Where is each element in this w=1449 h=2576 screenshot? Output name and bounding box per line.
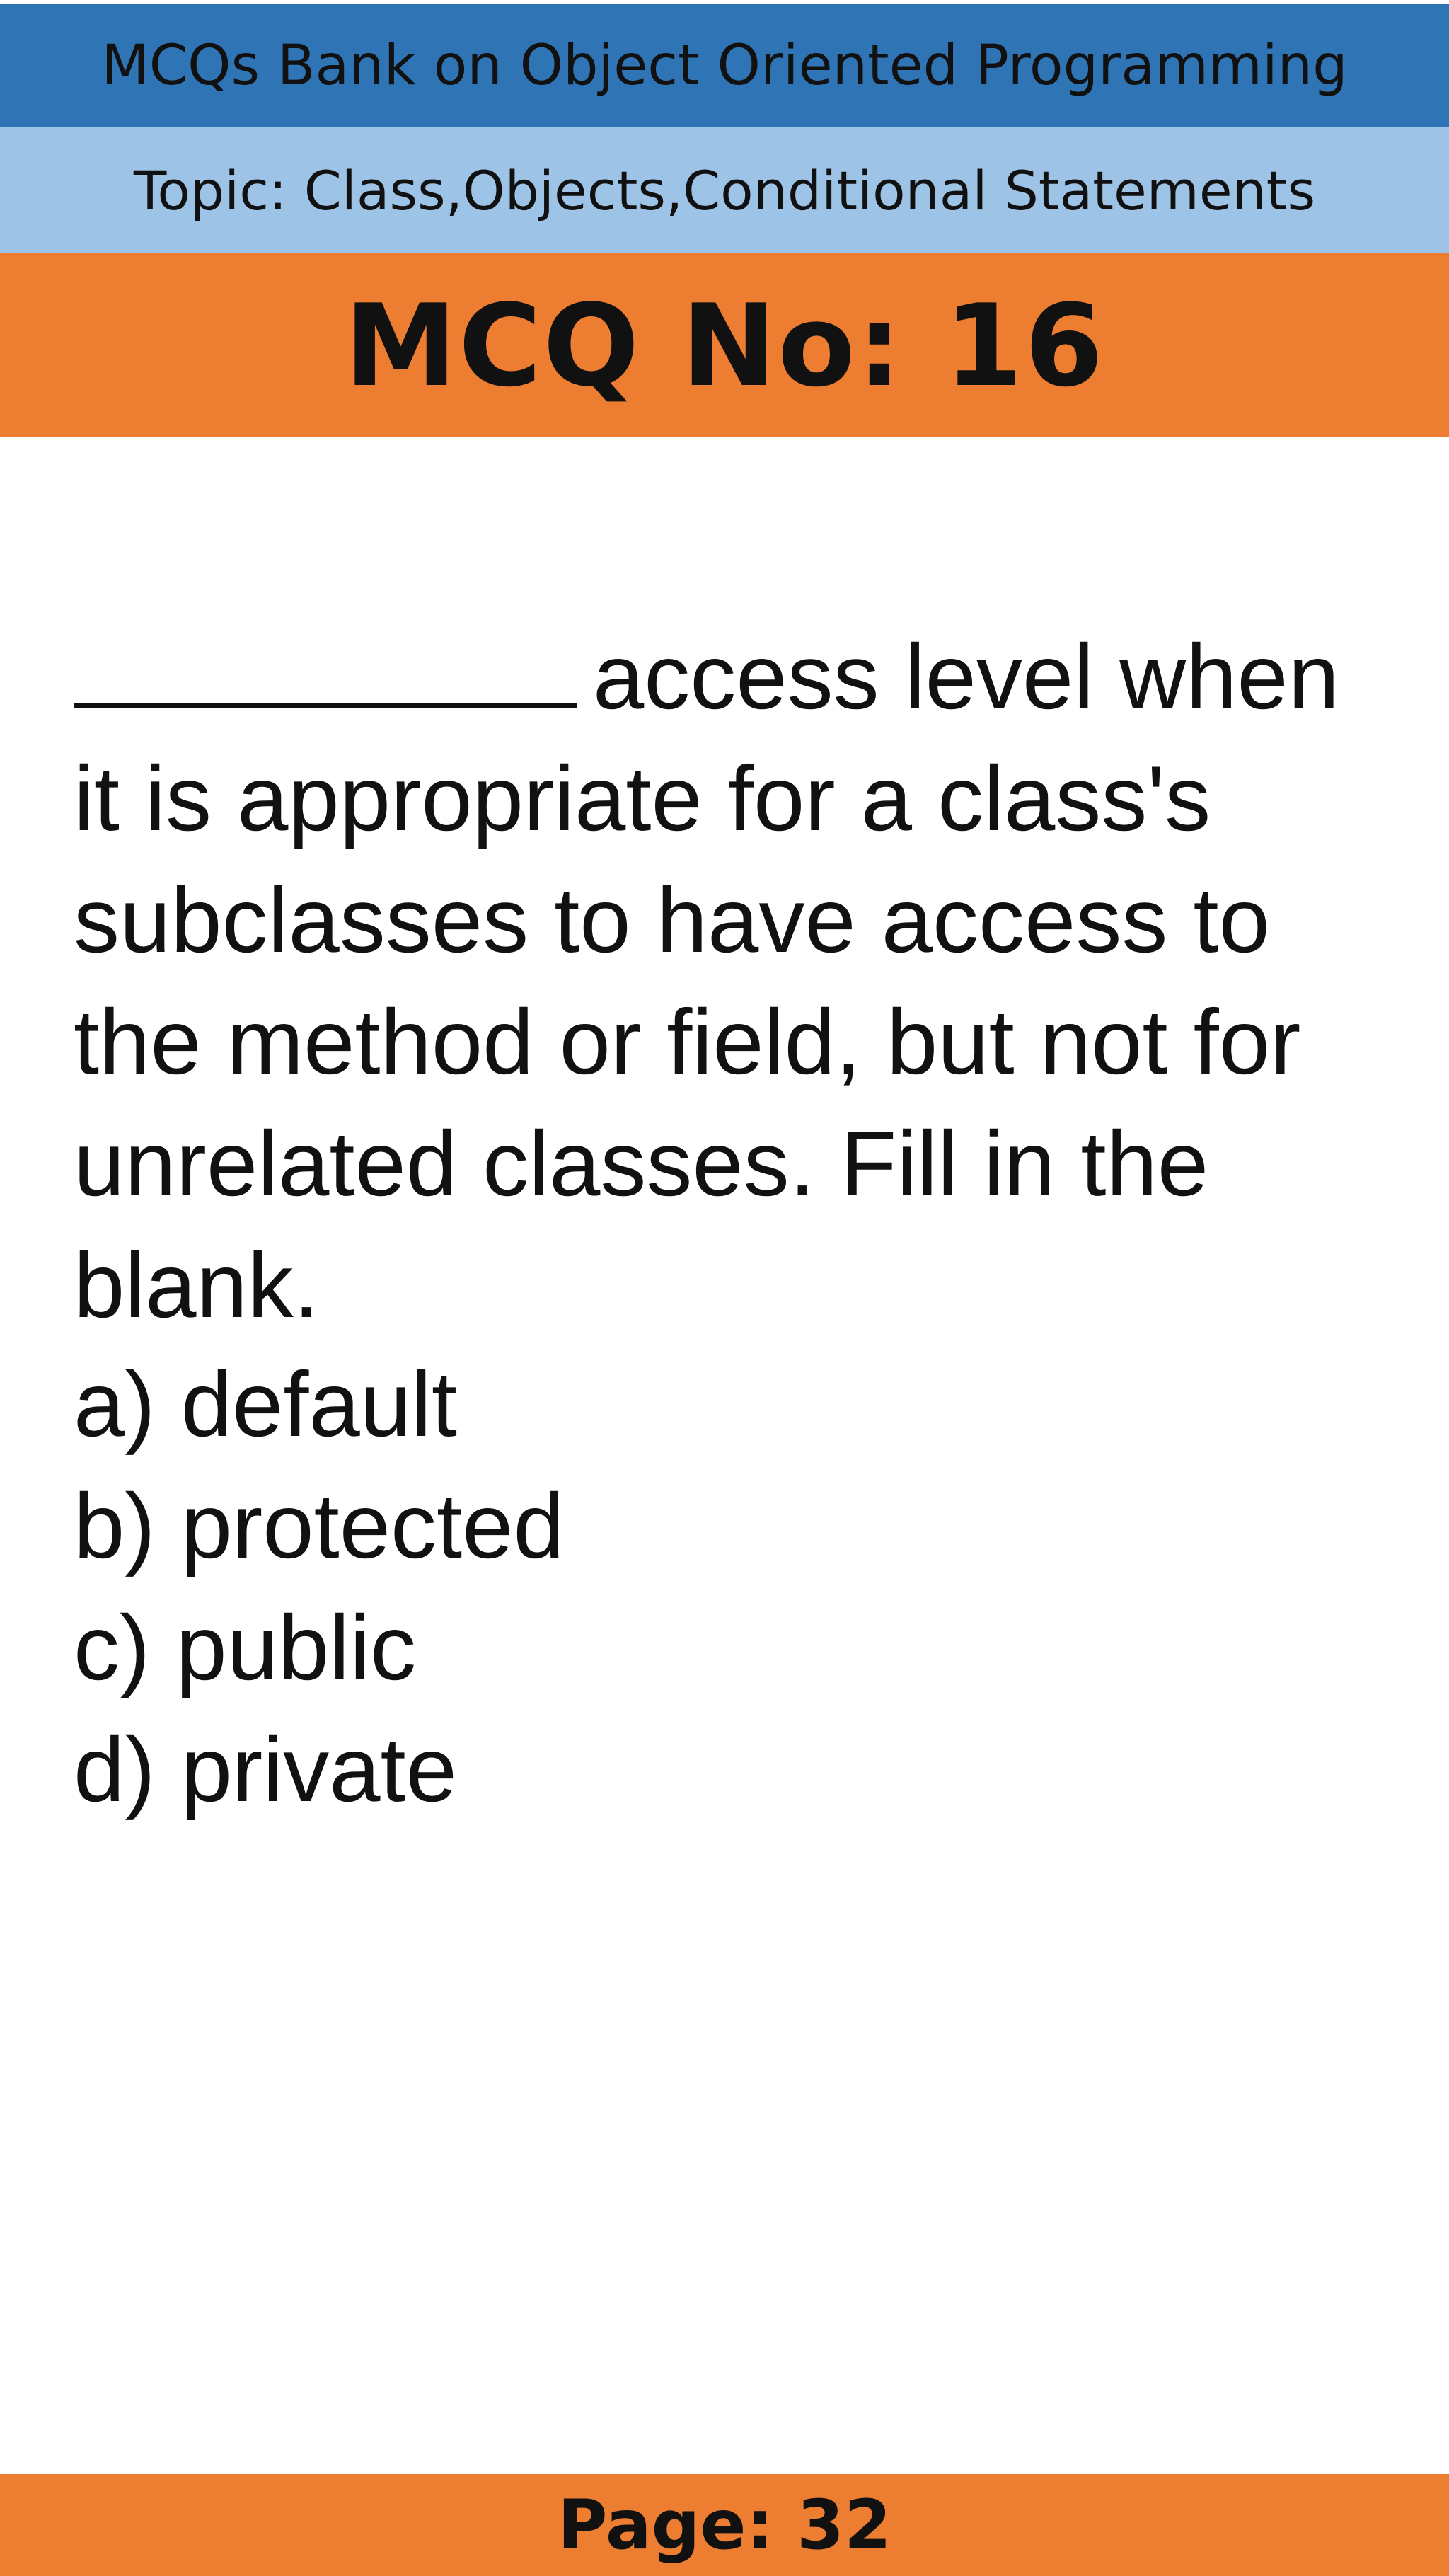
- mcq-number-bar: [0, 253, 1449, 437]
- page-number: Page: 32: [558, 2485, 891, 2565]
- option-a: a) default: [74, 1352, 458, 1456]
- fill-in-blank: [74, 624, 577, 708]
- option-c: c) public: [74, 1596, 417, 1699]
- question-body: access level when it is appropriate for a class's subclasses to have access to the method or field, but not for unrelated classes. Fill in the blank.: [74, 625, 1339, 1337]
- topic-label: Topic: Class,Objects,Conditional Statements: [133, 159, 1316, 222]
- option-b: b) protected: [74, 1474, 565, 1577]
- topic-bar: [0, 127, 1449, 253]
- page-footer: [0, 2474, 1449, 2576]
- option-d: d) private: [74, 1718, 457, 1821]
- mcq-number: MCQ No: 16: [344, 279, 1105, 412]
- bank-title-bar: [0, 4, 1449, 127]
- question-text: [74, 616, 1390, 1346]
- bank-title: MCQs Bank on Object Oriented Programming: [101, 34, 1348, 98]
- answer-options: [74, 1343, 565, 1830]
